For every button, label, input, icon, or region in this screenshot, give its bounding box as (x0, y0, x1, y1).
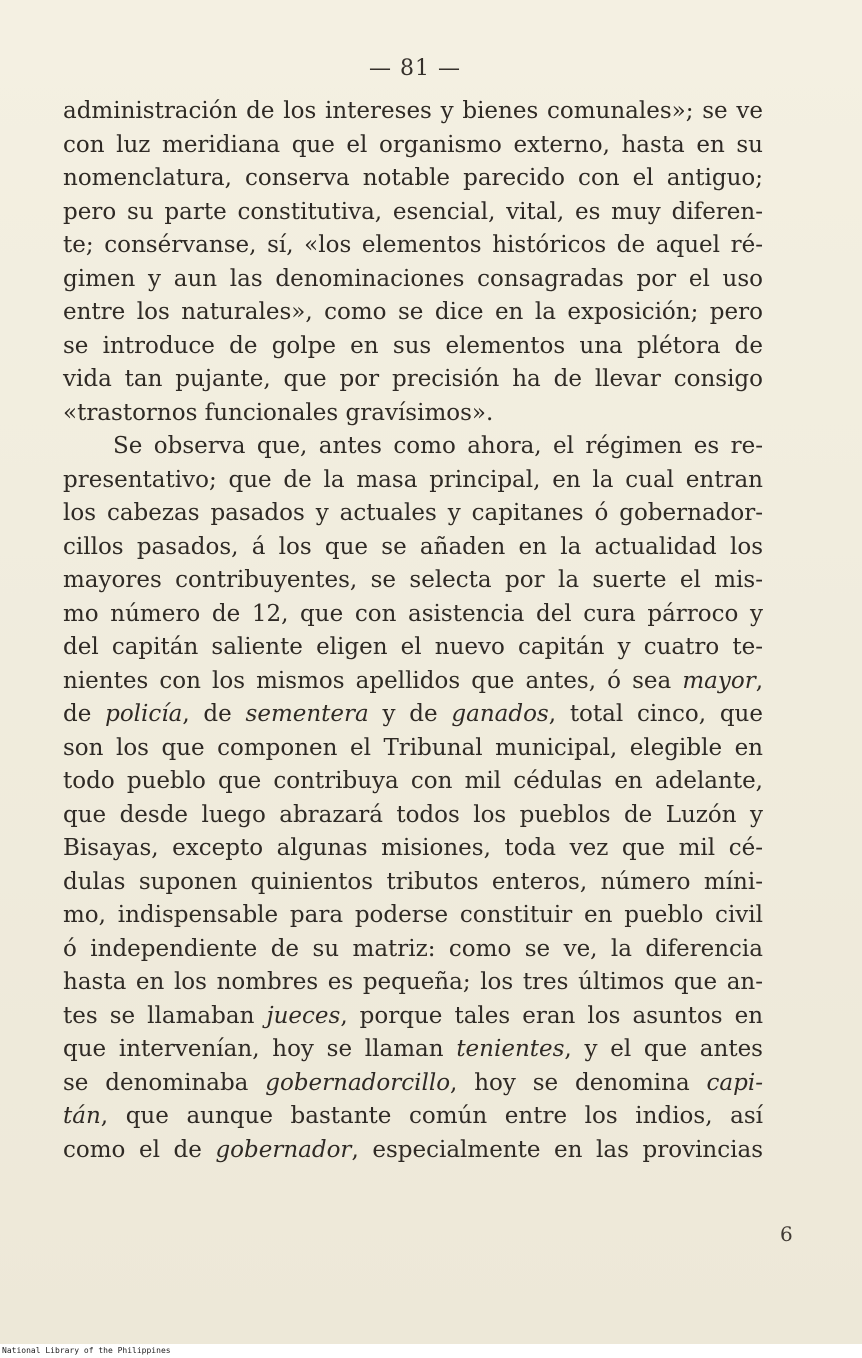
text-segment: como el de (63, 1136, 216, 1163)
text-line (63, 1067, 763, 1101)
text-line (63, 397, 763, 431)
text-segment: del capitán saliente eligen el nuevo capitán y cuatro te- (63, 634, 763, 660)
text-segment: que intervenían, hoy se llaman (63, 1036, 457, 1062)
page-number: — 81 — (369, 56, 461, 81)
text-segment: que desde luego abrazará todos los pueblos de Luzón y (63, 801, 763, 828)
italic-term: sementera (245, 701, 369, 727)
text-segment: mayores contribuyentes, se selecta por la suerte el mis- (63, 567, 763, 593)
text-line (63, 698, 763, 732)
text-line (63, 229, 763, 263)
text-segment: hasta en los nombres es pequeña; los tres últimos que an- (63, 969, 763, 995)
text-segment: se introduce de golpe en sus elementos una plétora de (63, 332, 763, 359)
text-line (63, 1100, 763, 1134)
text-segment: nientes con los mismos apellidos que antes, ó sea (63, 667, 683, 694)
text-line (63, 866, 763, 900)
text-segment: «trastornos funcionales gravísimos». (63, 399, 494, 426)
text-segment: nomenclatura, conserva notable parecido con el antiguo; (63, 165, 763, 191)
text-line (63, 464, 763, 498)
text-line (63, 263, 763, 297)
text-segment: dulas suponen quinientos tributos enteros, número míni- (63, 868, 763, 895)
text-segment: pero su parte constitutiva, esencial, vital, es muy diferen- (63, 198, 763, 225)
text-segment: , (755, 667, 763, 694)
text-segment: , porque tales eran los asuntos en (340, 1002, 764, 1029)
text-segment: de (63, 701, 106, 727)
italic-term: tenientes (456, 1036, 565, 1062)
text-line (63, 1033, 763, 1067)
text-line (63, 598, 763, 632)
text-segment: se denominaba (63, 1069, 266, 1096)
text-segment: Se observa que, antes como ahora, el régimen es re- (113, 433, 763, 459)
text-segment: , de (182, 701, 246, 727)
italic-term: policía (105, 701, 183, 727)
text-segment: te; consérvanse, sí, «los elementos históricos de aquel ré- (63, 232, 763, 258)
text-line (63, 1000, 763, 1034)
text-line (63, 531, 763, 565)
text-segment: con luz meridiana que el organismo externo, hasta en su (63, 131, 763, 158)
text-segment: mo número de 12, que con asistencia del cura párroco y (63, 600, 763, 627)
text-line (63, 732, 763, 766)
text-line (63, 363, 763, 397)
text-segment: ó independiente de su matriz: como se ve, la diferencia (63, 935, 763, 962)
text-segment: Bisayas, excepto algunas misiones, toda vez que mil cé- (63, 835, 763, 861)
italic-term: gobernadorcillo (265, 1069, 451, 1096)
body-text (63, 95, 763, 1167)
text-line (63, 933, 763, 967)
text-segment: los cabezas pasados y actuales y capitanes ó gobernador- (63, 500, 763, 526)
text-line (63, 129, 763, 163)
library-credit: National Library of the Philippines (0, 1344, 862, 1358)
signature-mark: 6 (780, 1222, 793, 1246)
text-line (63, 497, 763, 531)
text-line (63, 296, 763, 330)
text-line (63, 1134, 763, 1168)
text-segment: y de (368, 701, 452, 727)
text-segment: mo, indispensable para poderse constituir en pueblo civil (63, 902, 763, 928)
text-line (63, 832, 763, 866)
text-segment: , total cinco, que (548, 701, 763, 727)
text-line (63, 95, 763, 129)
text-line (63, 665, 763, 699)
text-line (63, 799, 763, 833)
text-segment: , hoy se denomina (450, 1069, 707, 1096)
text-line (63, 162, 763, 196)
text-segment: tes se llamaban (63, 1002, 267, 1029)
italic-term: tán (63, 1103, 101, 1129)
text-segment: son los que componen el Tribunal municipal, elegible en (63, 734, 763, 761)
text-line (63, 564, 763, 598)
text-segment: cillos pasados, á los que se añaden en la actualidad los (63, 533, 763, 560)
text-segment: , y el que antes (564, 1036, 763, 1062)
text-segment: vida tan pujante, que por precisión ha de llevar consigo (63, 366, 763, 392)
text-segment: presentativo; que de la masa principal, en la cual entran (63, 466, 763, 493)
text-line (63, 196, 763, 230)
text-line (63, 631, 763, 665)
text-segment: gimen y aun las denominaciones consagradas por el uso (63, 265, 763, 292)
text-line (63, 765, 763, 799)
italic-term: ganados (451, 701, 549, 727)
text-line (63, 966, 763, 1000)
italic-term: mayor (682, 667, 756, 694)
text-line (63, 330, 763, 364)
text-line (63, 899, 763, 933)
text-line (63, 430, 763, 464)
text-segment: todo pueblo que contribuya con mil cédulas en adelante, (63, 768, 763, 794)
italic-term: jueces (266, 1002, 341, 1029)
text-segment: administración de los intereses y bienes comunales»; se ve (63, 98, 763, 124)
text-segment: , que aunque bastante común entre los indios, así (100, 1103, 763, 1129)
italic-term: gobernador (215, 1136, 352, 1163)
text-segment: entre los naturales», como se dice en la exposición; pero (63, 299, 763, 325)
italic-term: capi- (706, 1069, 763, 1096)
text-segment: , especialmente en las provincias (351, 1136, 763, 1163)
